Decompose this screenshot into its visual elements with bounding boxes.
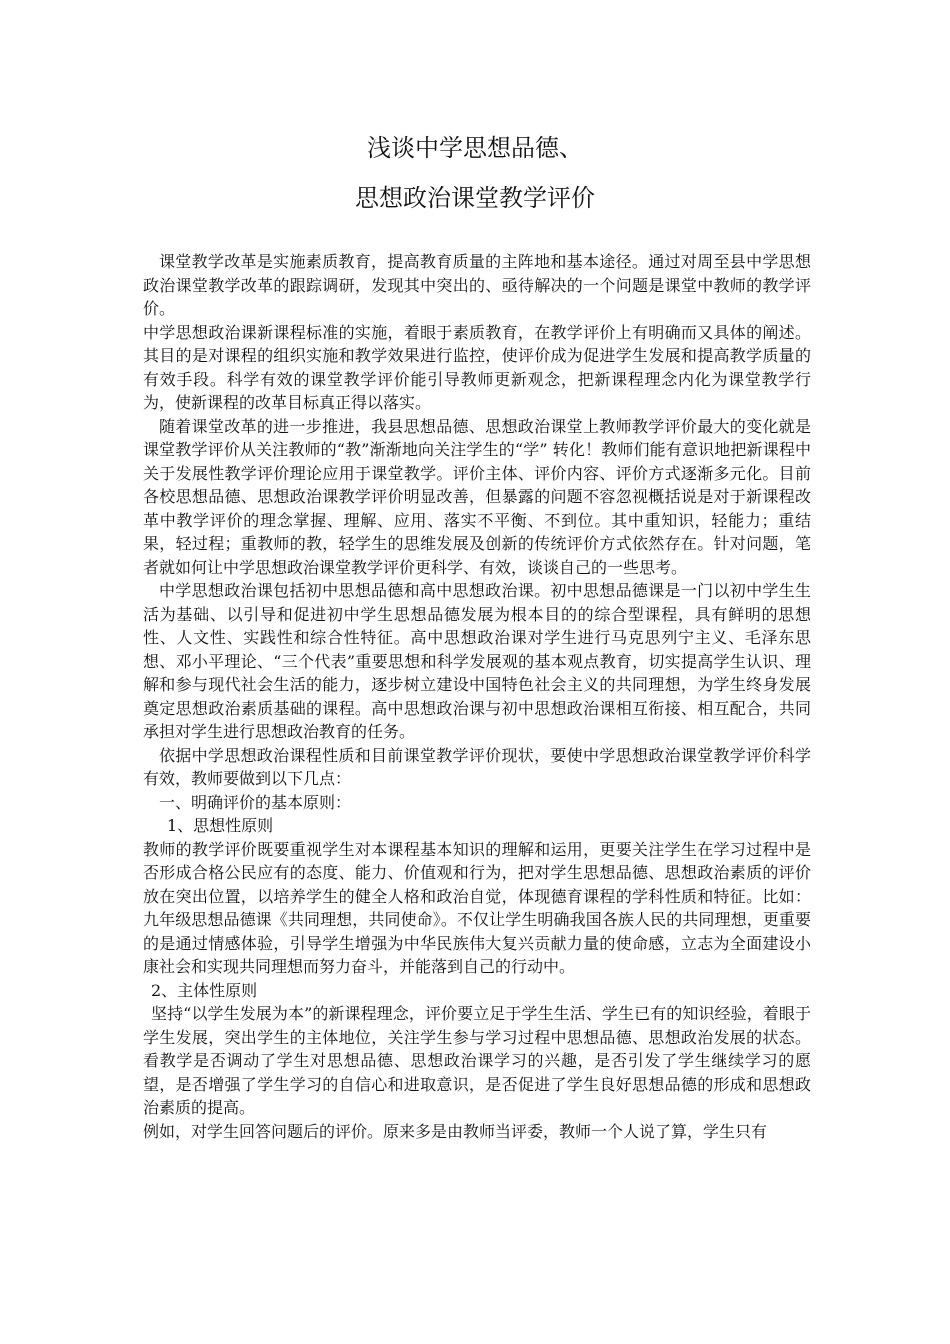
paragraph-reform-progress: 随着课堂改革的进一步推进，我县思想品德、思想政治课堂上教师教学评价最大的变化就是课堂教学评价从关注教师的“教”渐渐地向关注学生的“学” 转化！教师们能有意识地把新课程中关于发展性教学评价理论应用于课堂教学。评价主体、评价内容、评价方式逐渐多元化。目前各校思想品德、思想政治课教学评价明显改善，但暴露的问题不容忽视概括说是对于新课程改革中教学评价的理念掌握、理解、应用、落实不平衡、不到位。其中重知识，轻能力；重结果，轻过程；重教师的教，轻学生的思维发展及创新的传统评价方式依然存在。针对问题，笔者就如何让中学思想政治课堂教学评价更科学、有效，谈谈自己的一些思考。: [143, 416, 811, 577]
paragraph-curriculum-standard: 中学思想政治课新课程标准的实施，着眼于素质教育，在教学评价上有明确而又具体的阐述。其目的是对课程的组织实施和教学效果进行监控，使评价成为促进学生发展和提高教学质量的有效手段。科学有效的课堂教学评价能引导教师更新观念，把新课程理念内化为课堂教学行为，使新课程的改革目标真正得以落实。: [143, 322, 811, 412]
subheading-ideological-principle: 1、思想性原则: [167, 816, 274, 835]
paragraph-subject-principle: 坚持“以学生发展为本”的新课程理念，评价要立足于学生生活、学生已有的知识经验，着眼于学生发展，突出学生的主体地位，关注学生参与学习过程中思想品德、思想政治发展的状态。看教学是否调动了学生对思想品德、思想政治课学习的兴趣，是否引发了学生继续学习的愿望，是否增强了学生学习的自信心和进取意识，是否促进了学生良好思想品德的形成和思想政治素质的提高。: [143, 1004, 811, 1117]
subheading-subject-principle: 2、主体性原则: [151, 980, 258, 1000]
paragraph-intro: 课堂教学改革是实施素质教育，提高教育质量的主阵地和基本途径。通过对周至县中学思想政治课堂教学改革的跟踪调研，发现其中突出的、亟待解决的一个问题是课堂中教师的教学评价。: [143, 252, 811, 318]
paragraph-course-description: 中学思想政治课包括初中思想品德和高中思想政治课。初中思想品德课是一门以初中学生生活为基础、以引导和促进初中学生思想品德发展为根本目的的综合型课程，具有鲜明的思想性、人文性、实践性和综合性特征。高中思想政治课对学生进行马克思列宁主义、毛泽东思想、邓小平理论、“三个代表”重要思想和科学发展观的基本观点教育，切实提高学生认识、理解和参与现代社会生活的能力，逐步树立建设中国特色社会主义的共同理想，为学生终身发展奠定思想政治素质基础的课程。高中思想政治课与初中思想政治课相互衔接、相互配合，共同承担对学生进行思想政治教育的任务。: [143, 581, 811, 741]
paragraph-ideological-principle: 教师的教学评价既要重视学生对本课程基本知识的理解和运用，更要关注学生在学习过程中是否形成合格公民应有的态度、能力、价值观和行为，把对学生思想品德、思想政治素质的评价放在突出位置，以培养学生的健全人格和政治自觉，体现德育课程的学科性质和特征。比如：九年级思想品德课《共同理想，共同使命》。不仅让学生明确我国各族人民的共同理想，更重要的是通过情感体验，引导学生增强为中华民族伟大复兴贡献力量的使命感，立志为全面建设小康社会和实现共同理想而努力奋斗，并能落到自己的行动中。: [143, 839, 811, 976]
document-title: [0, 130, 950, 210]
title-line-1: 浅谈中学思想品德、: [367, 134, 583, 162]
paragraph-example: 例如，对学生回答问题后的评价。原来多是由教师当评委，教师一个人说了算，学生只有: [143, 1121, 768, 1141]
document-body: [143, 250, 811, 1143]
title-line-2: 思想政治课堂教学评价: [355, 184, 595, 212]
section-heading-principles: 一、明确评价的基本原则：: [159, 792, 352, 812]
paragraph-requirements: 依据中学思想政治课程性质和目前课堂教学评价现状，要使中学思想政治课堂教学评价科学有效，教师要做到以下几点：: [143, 745, 811, 788]
